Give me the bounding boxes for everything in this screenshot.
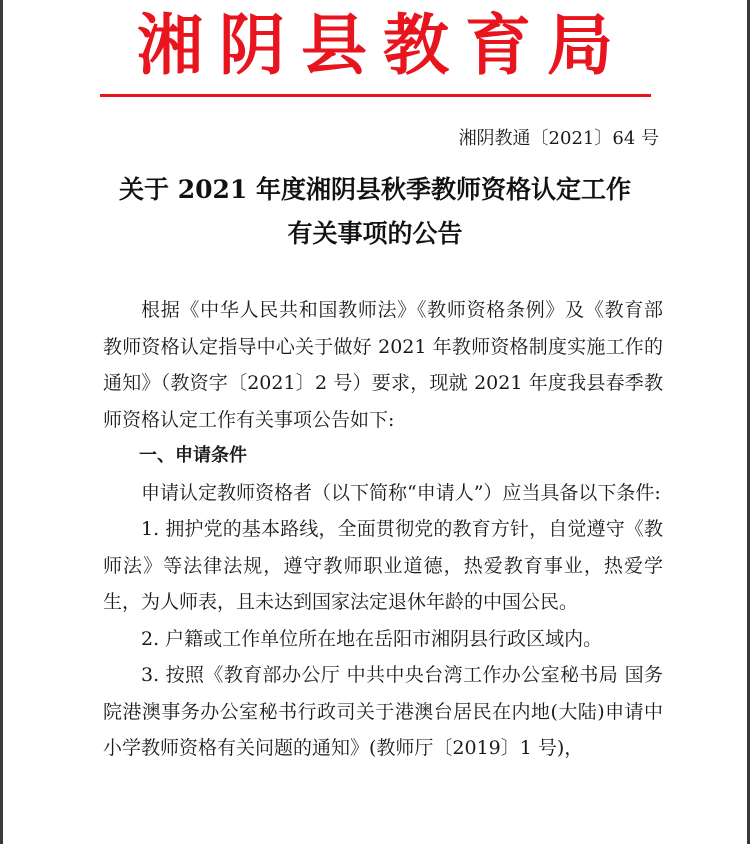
document-body [103, 292, 663, 767]
document-title-line-1: 关于 2021 年度湘阴县秋季教师资格认定工作 [119, 175, 631, 204]
document-title-line-2: 有关事项的公告 [287, 219, 463, 248]
letterhead-red-rule [100, 94, 651, 97]
section-intro-paragraph: 申请认定教师资格者（以下简称“申请人”）应当具备以下条件: [141, 481, 661, 504]
condition-item-1: 1. 拥护党的基本路线，全面贯彻党的教育方针，自觉遵守《教师法》等法律法规，遵守教师职业道德，热爱教育事业，热爱学生，为人师表，且未达到国家法定退休年龄的中国公民。 [103, 518, 663, 613]
letterhead-org-name: 湘阴县教育局 [137, 6, 629, 84]
section-heading-application-conditions: 一、申请条件 [139, 445, 247, 466]
document-number: 湘阴教通〔2021〕64 号 [458, 128, 659, 149]
document-title [3, 168, 747, 256]
condition-item-2: 2. 户籍或工作单位所在地在岳阳市湘阴县行政区域内。 [141, 627, 603, 650]
condition-item-3: 3. 按照《教育部办公厅 中共中央台湾工作办公室秘书局 国务院港澳事务办公室秘书行政司关于港澳台居民在内地(大陆)申请中小学教师资格有关问题的通知》(教师厅〔2019〕1 号)， [103, 664, 663, 759]
document-page [3, 0, 747, 844]
intro-paragraph: 根据《中华人民共和国教师法》《教师资格条例》及《教育部教师资格认定指导中心关于做好 2021 年教师资格制度实施工作的通知》（教资字〔2021〕2 号）要求，现就 2021 年度我县春季教师资格认定工作有关事项公告如下: [103, 299, 663, 431]
